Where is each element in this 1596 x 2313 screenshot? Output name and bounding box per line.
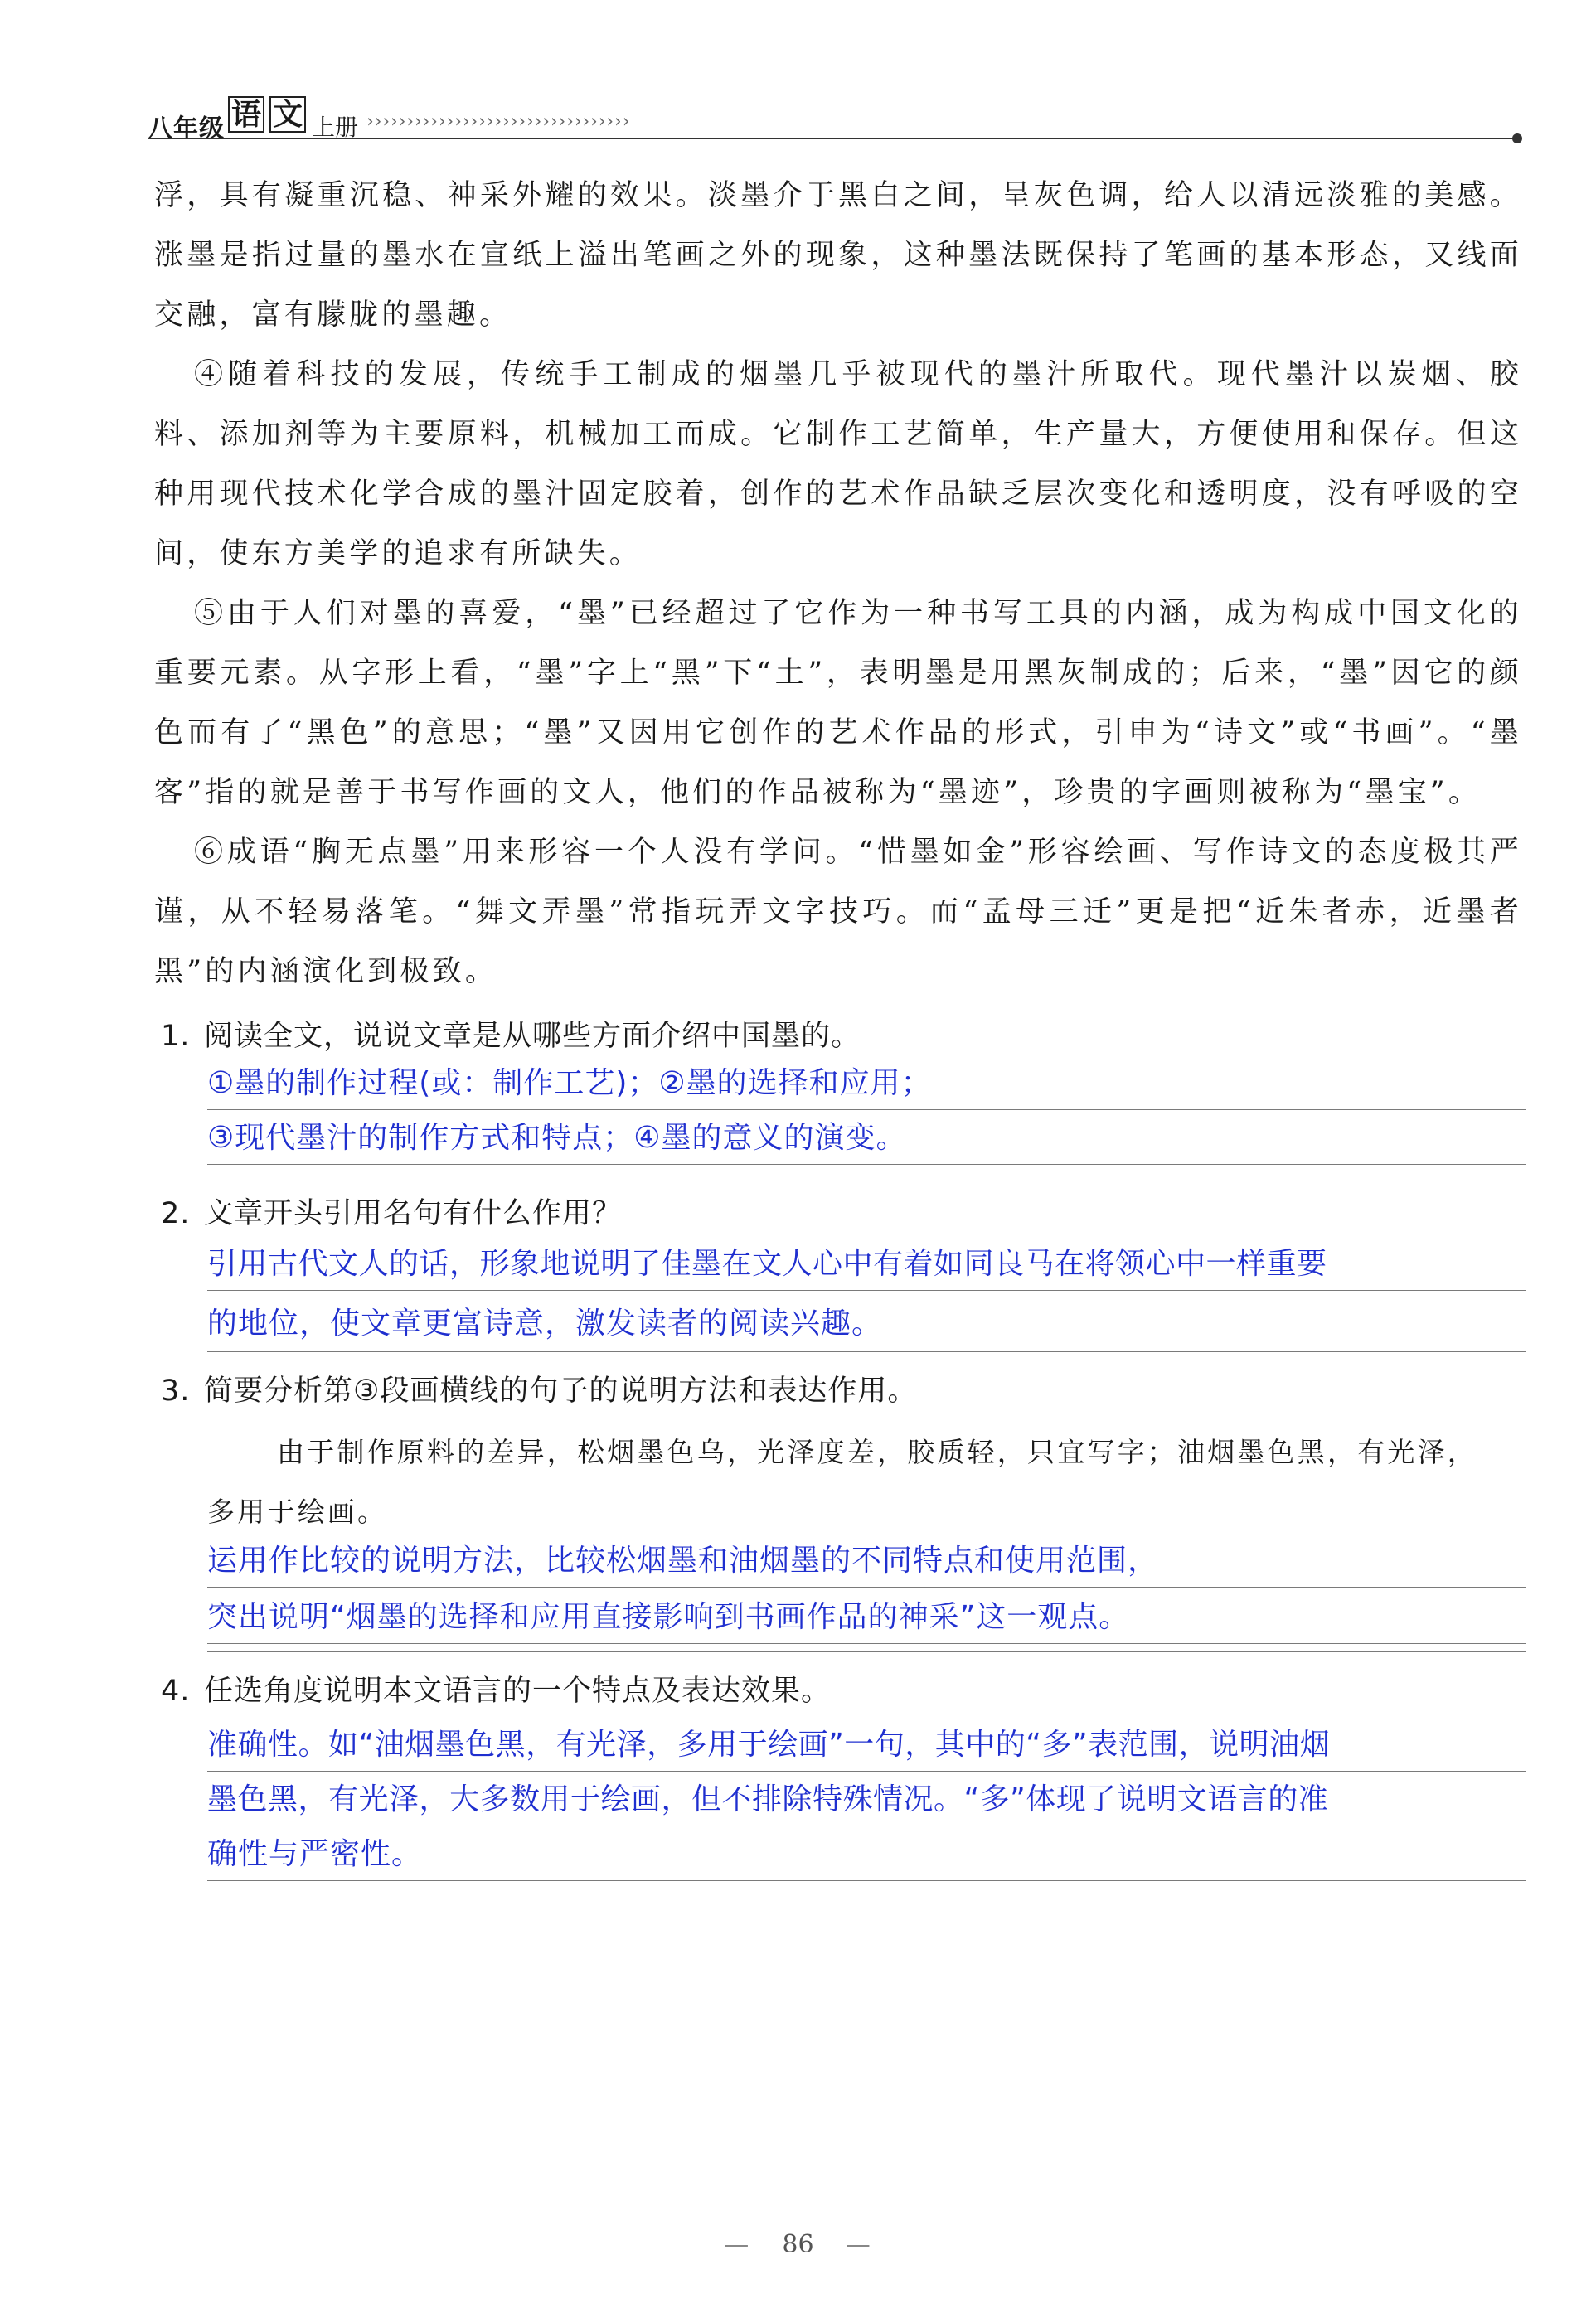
footer-dash-left: — [724,2230,751,2259]
quote-line-1: 由于制作原料的差异，松烟墨色乌，光泽度差，胶质轻，只宜写字；油烟墨色黑，有光泽， [277,1436,1477,1468]
page-number: 86 [782,2230,814,2259]
paragraph-5: ⑤由于人们对墨的喜爱，“墨”已经超过了它作为一种书写工具的内涵，成为构成中国文化的重要元素。从字形上看，“墨”字上“黑”下“土”，表明墨是用黑灰制成的；后来，“墨”因它的颜色而有了“黑色”的意思；“墨”又因用它创作的艺术作品的形式，引申为“诗文”或“书画”。“墨客”指的就是善于书写作画的文人，他们的作品被称为“墨迹”，珍贵的字画则被称为“墨宝”。 [154,597,1522,809]
answer-3-line-2: 突出说明“烟墨的选择和应用直接影响到书画作品的神采”这一观点。 [207,1592,1526,1644]
paragraph-continued: 浮，具有凝重沉稳、神采外耀的效果。淡墨介于黑白之间，呈灰色调，给人以清远淡雅的美感。涨墨是指过量的墨水在宣纸上溢出笔画之外的现象，这种墨法既保持了笔画的基本形态，又线面交融，富有朦胧的墨趣。 [154,179,1522,332]
question-3 [161,1368,917,1409]
header-dot-icon [1512,133,1522,143]
answer-2-line-2: 的地位，使文章更富诗意，激发读者的阅读兴趣。 [207,1298,1526,1350]
answer-4-line-1: 准确性。如“油烟墨色黑，有光泽，多用于绘画”一句，其中的“多”表范围，说明油烟 [207,1719,1526,1772]
question-number: 1. [161,1020,191,1053]
question-number: 2. [161,1197,191,1230]
paragraph-6: ⑥成语“胸无点墨”用来形容一个人没有学问。“惜墨如金”形容绘画、写作诗文的态度极其严谨，从不轻易落笔。“舞文弄墨”常指玩弄文字技巧。而“孟母三迁”更是把“近朱者赤，近墨者黑”的内涵演化到极致。 [154,836,1522,988]
paragraph-4: ④随着科技的发展，传统手工制成的烟墨几乎被现代的墨汁所取代。现代墨汁以炭烟、胶料、添加剂等为主要原料，机械加工而成。它制作工艺简单，生产量大，方便使用和保存。但这种用现代技术化学合成的墨汁固定胶着，创作的艺术作品缺乏层次变化和透明度，没有呼吸的空间，使东方美学的追求有所缺失。 [154,358,1522,570]
answer-1-line-2: ③现代墨汁的制作方式和特点；④墨的意义的演变。 [207,1113,1526,1165]
question-text: 任选角度说明本文语言的一个特点及表达效果。 [204,1675,832,1708]
subject-char-box-1: 语 [228,96,264,133]
answer-2-line-1: 引用古代文人的话，形象地说明了佳墨在文人心中有着如同良马在将领心中一样重要 [207,1239,1526,1291]
answer-3-blank-line [207,1651,1526,1652]
footer-dash-right: — [845,2230,872,2259]
question-4 [161,1668,831,1709]
answer-1-line-1: ①墨的制作过程(或：制作工艺)；②墨的选择和应用； [207,1058,1526,1110]
answer-3-line-1: 运用作比较的说明方法，比较松烟墨和油烟墨的不同特点和使用范围， [207,1535,1526,1588]
answer-4-line-3: 确性与严密性。 [207,1829,1526,1881]
quote-line-2: 多用于绘画。 [207,1496,388,1528]
article-body [154,166,1522,1001]
question-number: 4. [161,1675,191,1708]
question-number: 3. [161,1375,191,1408]
page-footer [0,2230,1596,2259]
question-2 [161,1190,622,1232]
header-rule [148,138,1516,139]
question-text: 阅读全文，说说文章是从哪些方面介绍中国墨的。 [204,1020,861,1053]
grade-label: 八年级 [148,114,225,143]
subject-char-box-2: 文 [269,96,306,133]
answer-4-line-2: 墨色黑，有光泽，大多数用于绘画，但不排除特殊情况。“多”体现了说明文语言的准 [207,1774,1526,1826]
page-header [148,93,1534,144]
question-text: 文章开头引用名句有什么作用？ [204,1197,623,1230]
question-text: 简要分析第③段画横线的句子的说明方法和表达作用。 [204,1375,918,1408]
question-1 [161,1013,861,1055]
chevron-decoration-icon: ››››››››››››››››››››››››››››››››› [365,111,629,131]
volume-label: 上册 [312,114,359,141]
answer-2-blank-line [207,1351,1526,1352]
